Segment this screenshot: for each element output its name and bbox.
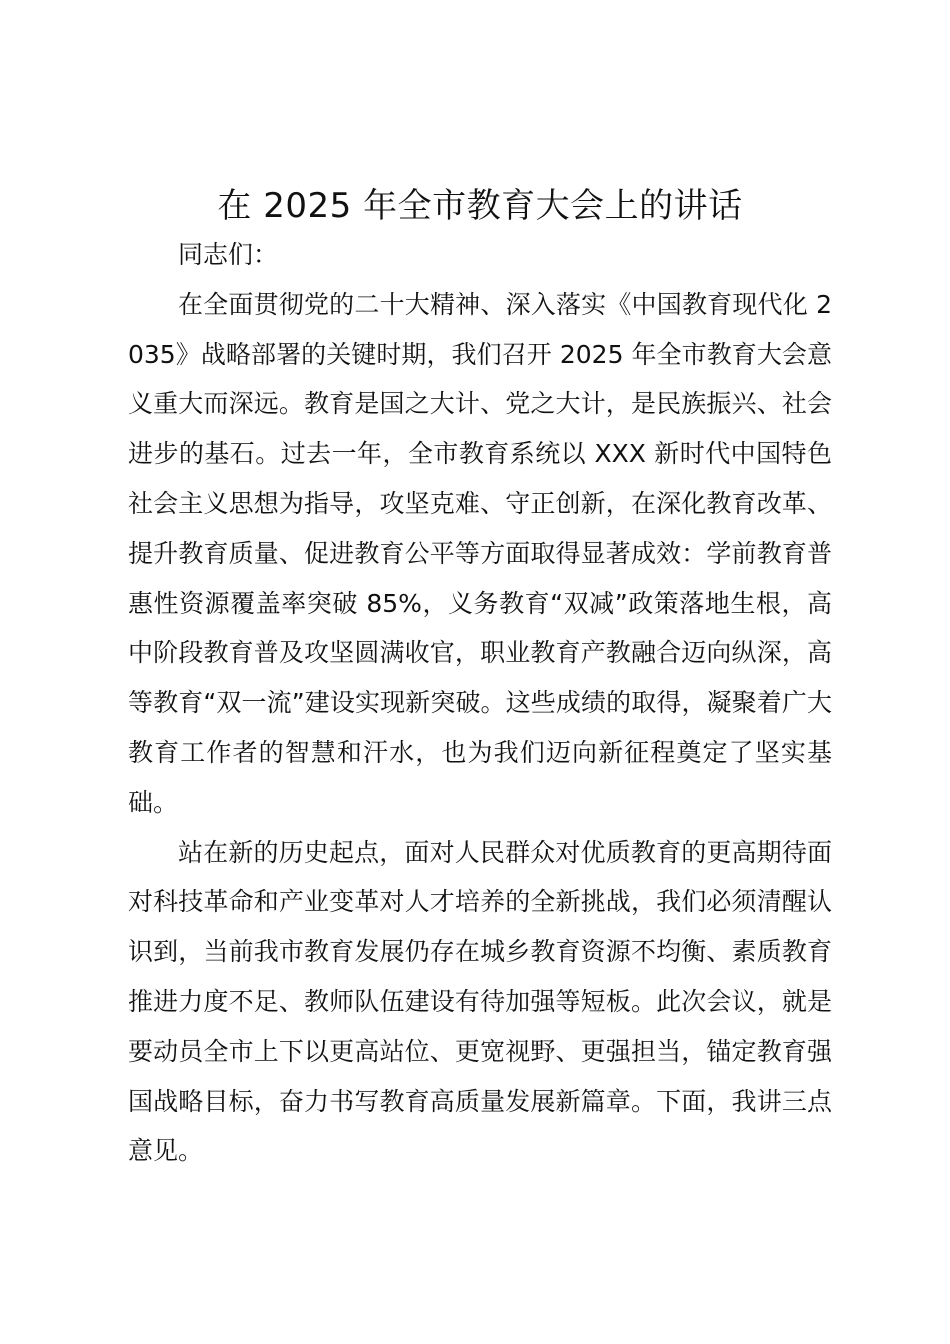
document-title: 在 2025 年全市教育大会上的讲话: [217, 186, 743, 226]
paragraph-2: 站在新的历史起点，面对人民群众对优质教育的更高期待面对科技革命和产业变革对人才培养的全新挑战，我们必须清醒认识到，当前我市教育发展仍存在城乡教育资源不均衡、素质教育推进力度不足、教师队伍建设有待加强等短板。此次会议，就是要动员全市上下以更高站位、更宽视野、更强担当，锚定教育强国战略目标，奋力书写教育高质量发展新篇章。下面，我讲三点意见。: [128, 837, 832, 1166]
salutation: 同志们：: [178, 240, 279, 269]
paragraph-1: 在全面贯彻党的二十大精神、深入落实《中国教育现代化 2035》战略部署的关键时期，我们召开 2025 年全市教育大会意义重大而深远。教育是国之大计、党之大计，是民族振兴、社会进步的基石。过去一年，全市教育系统以 XXX 新时代中国特色社会主义思想为指导，攻坚克难、守正创新，在深化教育改革、提升教育质量、促进教育公平等方面取得显著成效：学前教育普惠性资源覆盖率突破 85%，义务教育“双减”政策落地生根，高中阶段教育普及攻坚圆满收官，职业教育产教融合迈向纵深，高等教育“双一流”建设实现新突破。这些成绩的取得，凝聚着广大教育工作者的智慧和汗水，也为我们迈向新征程奠定了坚实基础。: [128, 289, 832, 817]
document-body: [128, 230, 832, 1176]
